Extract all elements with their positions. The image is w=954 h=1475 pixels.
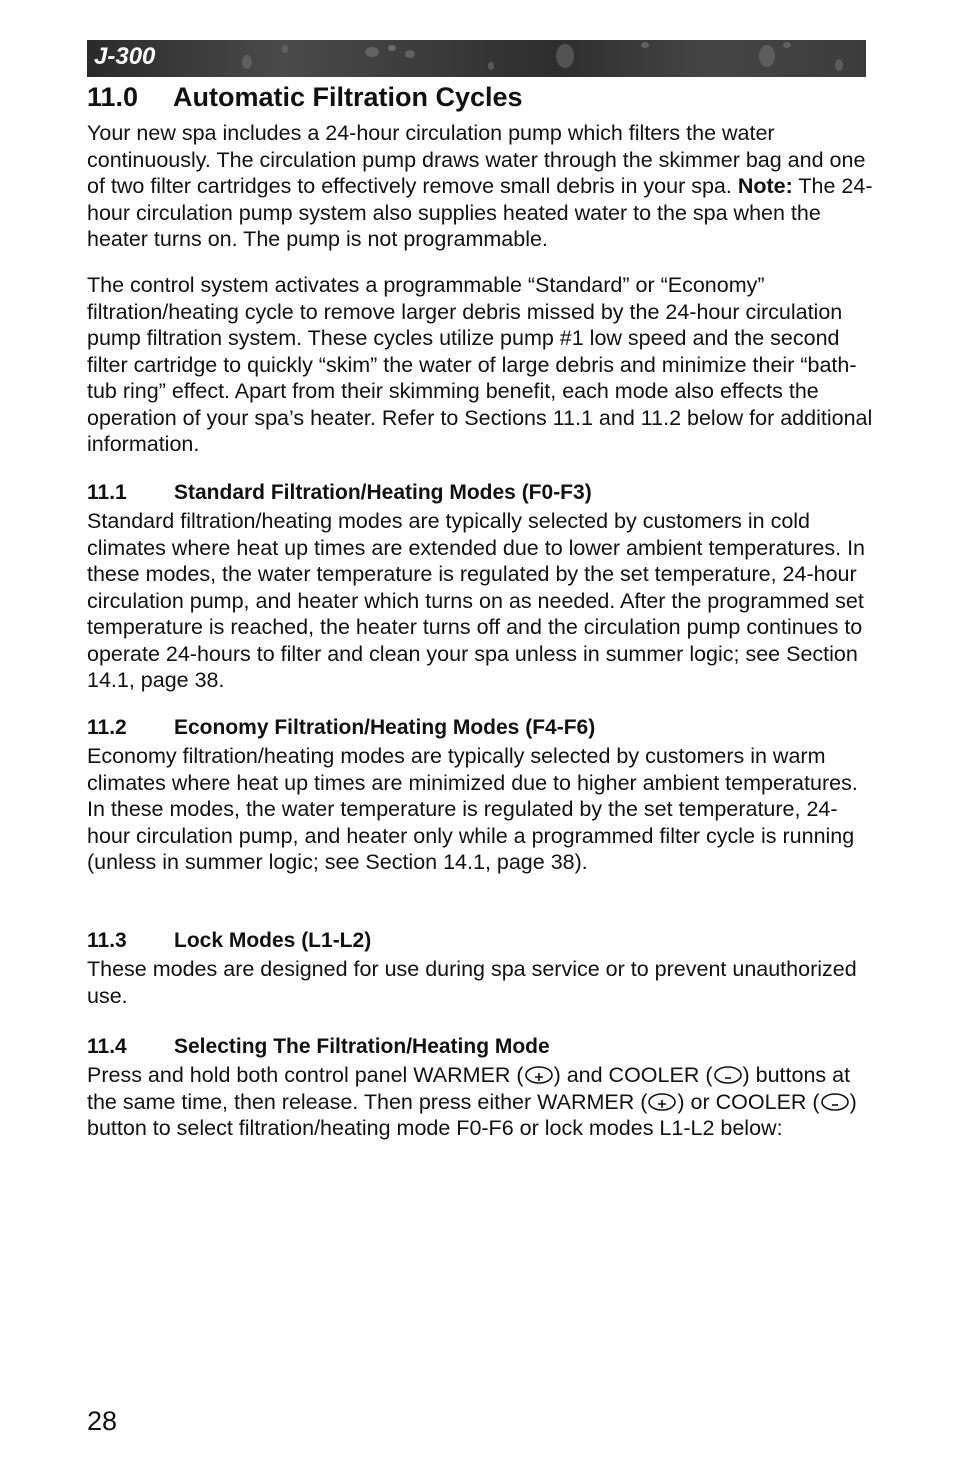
subsection-heading-11-1 <box>87 479 592 507</box>
subsection-body-11-4 <box>87 1062 877 1142</box>
subsection-number: 11.3 <box>87 929 127 952</box>
subsection-body-11-3: These modes are designed for use during spa service or to prevent unauthorized use. <box>87 957 857 1008</box>
subsection-number: 11.2 <box>87 716 127 739</box>
header-banner <box>87 40 866 77</box>
subsection-number: 11.1 <box>87 481 127 504</box>
subsection-body-11-1: Standard filtration/heating modes are typically selected by customers in cold climates where heat up times are extended due to lower ambient temperatures. In these modes, the water temperature is regulated by the set temperature, 24-hour circulation pump, and heater which turns on as needed. After the programmed set temperature is reached, the heater turns off and the circulation pump continues to operate 24-hours to filter and clean your spa unless in summer logic; see Section 14.1, page 38. <box>87 509 865 692</box>
subsection-title: Selecting The Filtration/Heating Mode <box>174 1035 550 1058</box>
cooler-minus-button-icon <box>713 1065 743 1085</box>
cooler-minus-button-icon <box>820 1092 850 1112</box>
intro-paragraph <box>87 120 877 253</box>
section-heading <box>87 80 523 114</box>
body-text: Press and hold both control panel WARMER ( <box>87 1063 524 1087</box>
subsection-title: Economy Filtration/Heating Modes (F4-F6) <box>174 716 596 739</box>
warmer-plus-button-icon <box>647 1092 677 1112</box>
subsection-title: Lock Modes (L1-L2) <box>174 929 372 952</box>
subsection-heading-11-3 <box>87 927 371 955</box>
note-label: Note: <box>737 174 793 198</box>
banner-title: J-300 <box>94 43 156 70</box>
note-text: The 24-hour circulation pump system also supplies heated water to the spa when the heater turns on. The pump is not programmable. <box>87 174 873 251</box>
section-title: Automatic Filtration Cycles <box>173 82 523 112</box>
subsection-heading-11-2 <box>87 714 595 742</box>
body-text: ) buttons at the same time, then release. Then press either WARMER ( <box>87 1063 851 1114</box>
intro-text: Your new spa includes a 24-hour circulation pump which filters the water continuously. The circulation pump draws water through the skimmer bag and one of two filter cartridges to effectively remove small debris in your spa. <box>87 121 866 198</box>
section-number: 11.0 <box>87 82 139 112</box>
subsection-title: Standard Filtration/Heating Modes (F0-F3) <box>174 481 592 504</box>
page-number: 28 <box>87 1406 118 1436</box>
body-text: ) and COOLER ( <box>553 1063 713 1087</box>
body-text: ) or COOLER ( <box>677 1089 820 1114</box>
warmer-plus-button-icon <box>524 1065 554 1085</box>
control-system-paragraph: The control system activates a programmable “Standard” or “Economy” filtration/heating cycle to remove larger debris missed by the 24-hour circulation pump filtration system. These cycles utilize pump #1 low speed and the second filter cartridge to quickly “skim” the water of large debris and minimize their “bath-tub ring” effect. Apart from their skimming benefit, each mode also effects the operation of your spa’s heater. Refer to Sections 11.1 and 11.2 below for additional information. <box>87 273 873 456</box>
water-droplets-decoration <box>87 40 866 77</box>
subsection-heading-11-4 <box>87 1033 550 1061</box>
body-text: ) button to select filtration/heating mode F0-F6 or lock modes L1-L2 below: <box>87 1089 857 1140</box>
subsection-body-11-2: Economy filtration/heating modes are typically selected by customers in warm climates where heat up times are minimized due to higher ambient temperatures. In these modes, the water temperature is regulated by the set temperature, 24-hour circulation pump, and heater only while a programmed filter cycle is running (unless in summer logic; see Section 14.1, page 38). <box>87 744 858 874</box>
subsection-number: 11.4 <box>87 1035 127 1058</box>
